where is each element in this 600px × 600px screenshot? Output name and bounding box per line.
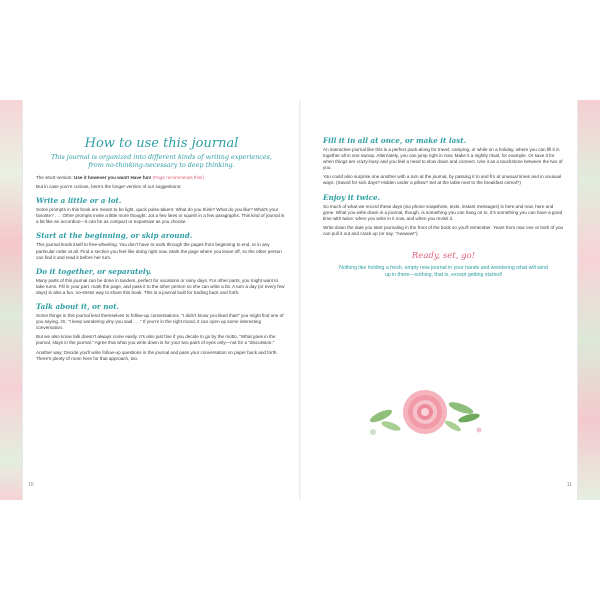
section-paragraph: Some things in this journal lend themselves to follow-up conversations. "I didn't know you liked that!" you might find one of you saying. Or, "I keep wondering why you said . . ." If you're in the right mood, it can open up some interesting conversation.	[36, 313, 284, 331]
section-paragraph: So much of what we record these days (via phone snapshots, texts, instant messages) is here and now, here and gone. What you write down in a journal, though, is something you can hang on to. It's something you can have a good time with twice: when you write in it now, and when you revisit it.	[323, 203, 563, 221]
right-page	[301, 100, 578, 500]
section-heading: Write a little or a lot.	[36, 196, 122, 206]
intro-text: This journal is organized into different kinds of writing experiences, from no-thinking-necessary to deep thinking.	[51, 153, 272, 169]
section-paragraph: Write down the date you start journaling in the front of the book so you'll remember. Years from now one or both of you can pull it out and crack up (or say, "Awwww!").	[323, 224, 564, 236]
floral-border-right	[577, 100, 600, 500]
floral-border-left	[0, 100, 23, 500]
section-paragraph: Some prompts in this book are meant to be light, quick pulse-takers: What do you think? What do you like? What's your favorite? . . . Other prompts invite a little more thought. Jot a few lines or squish in a few paragraphs. This kind of journal is a bit like an accordion—it can be as compact or expansive as you choose.	[36, 207, 285, 225]
page-title: How to use this journal	[84, 136, 239, 151]
book-spread	[0, 100, 600, 500]
page-number: 11	[566, 482, 572, 488]
section-paragraph: Many parts of this journal can be done in tandem, perfect for vacations or rainy days. For other parts, you might want to take turns. Fill in your part, mark the page, and pass it to the other person so she can write a bit. A turn a day (or every few days) is also a fun, no-stress way to share this book. This is a journal built for trading back and forth.	[36, 277, 285, 295]
section-heading: Enjoy it twice.	[323, 192, 381, 202]
ready-heading: Ready, set, go!	[411, 251, 476, 262]
page-number: 10	[28, 482, 34, 488]
flower-illustration	[361, 382, 491, 442]
short-version	[36, 175, 287, 181]
short-version-note: (Page recommends this!)	[151, 175, 204, 180]
short-version-bold: Use it however you want! Have fun!	[74, 175, 152, 180]
section-heading: Do it together, or separately.	[36, 266, 152, 276]
closing-text: Nothing like holding a fresh, empty new journal in your hands and wondering what will wind up in there—nothing, that is, except getting started!	[339, 265, 548, 279]
section-heading: Talk about it, or not.	[36, 302, 120, 312]
short-version-lead: The short version:	[36, 175, 75, 180]
section-paragraph: An interactive journal like this is a perfect pack-along for travel, camping, or while on a holiday, where you can fill it in together all in one swoop. Alternately, you can jump right in now. Make it a nightly ritual, for example. Or save it for when things are crazy-busy and you feel a need to slow down and connect. Use it as a touchstone between the two of you.	[323, 147, 563, 171]
section-paragraph: You could also surprise one another with a turn at the journal, by passing it to and fro at unusual times and in unusual ways. (Saved for sick days? Hidden under a pillow? Set at the table next to the breakfast cereal?)	[323, 174, 562, 186]
longer-version: But in case you're curious, here's the longer version of our suggestions:	[36, 184, 182, 190]
section-heading: Start at the beginning, or skip around.	[36, 231, 193, 241]
rose-icon	[403, 390, 447, 434]
left-page	[22, 100, 299, 500]
section-paragraph: This journal lends itself to free-wheeling. You don't have to work through the pages from beginning to end, or in any particular order at all. Find a section you feel like doing right now. Mark the page where you leave off, so the other person can find it and read it before her turn.	[36, 242, 282, 260]
section-paragraph: But we also know talk doesn't always come easily. It's also just fine if you decide to go by the motto, "What goes in the journal, stays in the journal." Agree that what you write down is for your two pairs of eyes only—not for a "discussion."	[36, 334, 276, 346]
section-paragraph: Another way: Decide you'll write follow-up questions in the journal and pass your conversation on paper back and forth. There's plenty of room here for that approach, too.	[36, 349, 278, 361]
section-heading: Fill it in all at once, or make it last.	[323, 136, 467, 145]
